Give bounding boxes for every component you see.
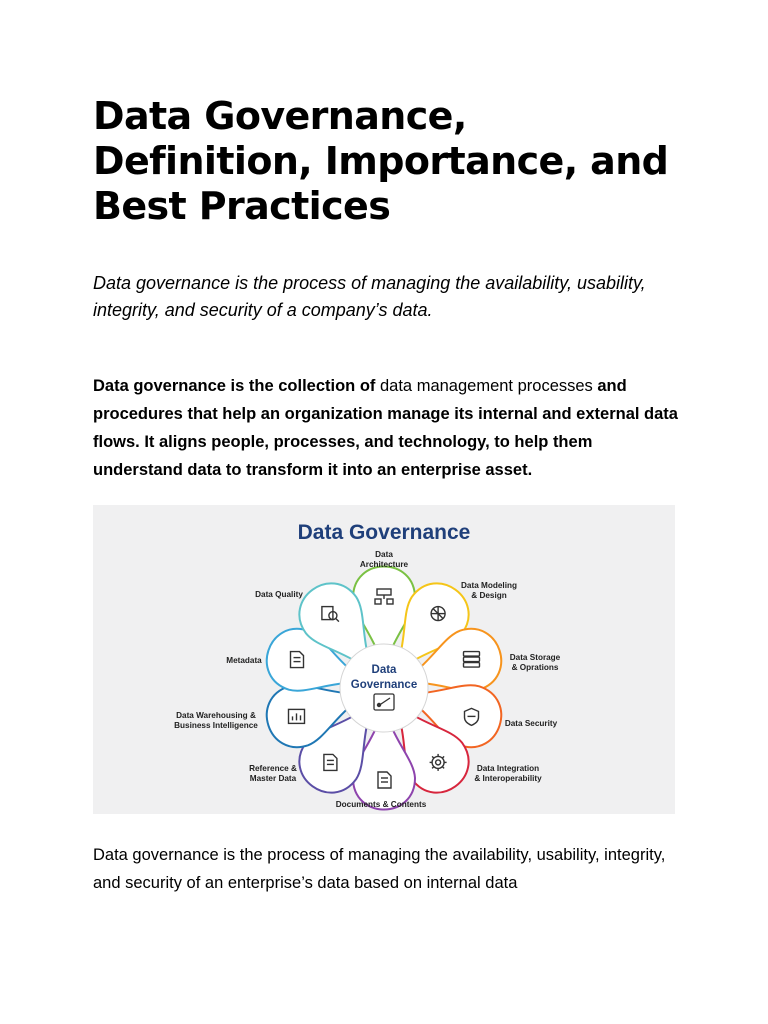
- center-label-line2: Governance: [350, 679, 418, 691]
- data-governance-diagram: [93, 505, 675, 814]
- petal-label-8-line1: Metadata: [226, 656, 262, 665]
- subtitle: Data governance is the process of managing the availability, usability, integrity, and security of a company’s data.: [93, 273, 646, 320]
- petal-label-1-line1: Data Modeling: [461, 581, 517, 590]
- intro-paragraph: [93, 372, 678, 484]
- intro-part1: Data governance is the collection of: [93, 377, 380, 395]
- intro-part3: and procedures that help an organization manage its internal and external data flows. It aligns people, processes, and technology, to help them understand data to transform it into an enterprise asset.: [93, 377, 678, 479]
- petal-label-9-line1: Data Quality: [255, 590, 303, 599]
- petal-label-0-line2: Architecture: [359, 560, 409, 569]
- petal-label-4-line2: & Interoperability: [474, 774, 542, 783]
- petal-label-3-line1: Data Security: [504, 719, 558, 728]
- page-title: Data Governance, Definition, Importance, and Best Practices: [93, 94, 669, 228]
- diagram-svg: [93, 505, 675, 814]
- petal-label-2-line1: Data Storage: [509, 653, 561, 662]
- petal-label-4-line1: Data Integration: [476, 764, 540, 773]
- intro-link-text: data management processes: [380, 377, 593, 395]
- petal-label-1-line2: & Design: [471, 591, 507, 600]
- petal-label-2-line2: & Oprations: [511, 663, 559, 672]
- petal-label-6-line2: Master Data: [249, 774, 297, 783]
- center-label-line1: Data: [371, 664, 397, 676]
- petal-label-5-line1: Documents & Contents: [335, 800, 427, 809]
- network-icon: [431, 607, 445, 621]
- petal-label-0-line1: Data: [375, 550, 393, 559]
- diagram-heading: Data Governance: [297, 521, 471, 544]
- body-paragraph: Data governance is the process of managing the availability, usability, integrity, and security of an enterprise’s data based on internal data: [93, 846, 666, 892]
- petal-label-6-line1: Reference &: [249, 764, 297, 773]
- petal-label-7-line2: Business Intelligence: [174, 721, 258, 730]
- petal-label-7-line1: Data Warehousing &: [176, 711, 256, 720]
